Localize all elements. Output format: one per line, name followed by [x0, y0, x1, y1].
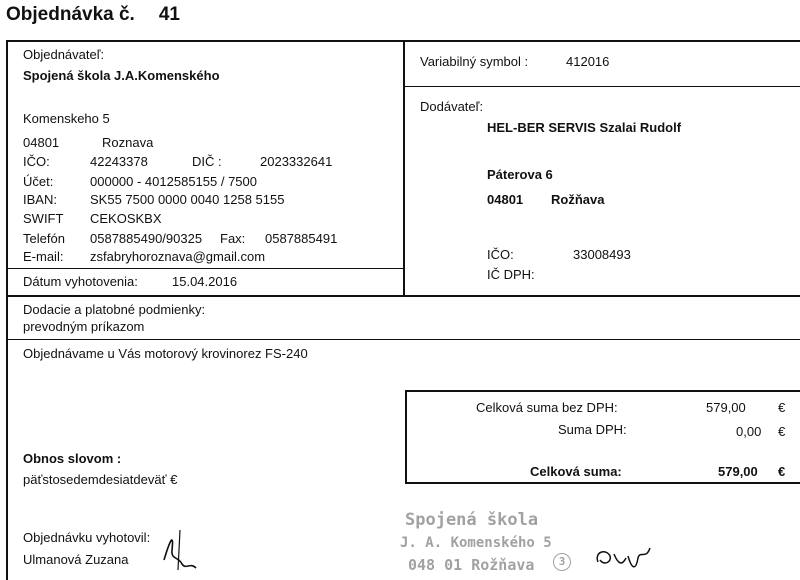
orderer-fax: 0587885491	[265, 231, 338, 246]
in-words-value: päťstosedemdesiatdeväť €	[23, 472, 178, 487]
signature-left	[160, 520, 200, 580]
vat-label: Suma DPH:	[558, 422, 627, 437]
orderer-dic-label: DIČ :	[192, 154, 222, 169]
orderer-name: Spojená škola J.A.Komenského	[23, 68, 220, 83]
orderer-dic: 2023332641	[260, 154, 333, 169]
orderer-account-label: Účet:	[23, 174, 54, 189]
total-without-vat-label: Celková suma bez DPH:	[476, 400, 618, 415]
totals-box-top	[405, 390, 800, 392]
vat-value: 0,00	[736, 424, 762, 439]
orderer-swift: CEKOSKBX	[90, 211, 162, 226]
terms-label: Dodacie a platobné podmienky:	[23, 302, 206, 317]
terms-value: prevodným príkazom	[23, 319, 145, 334]
variable-symbol-value: 412016	[566, 54, 610, 69]
totals-box-bottom	[405, 482, 800, 484]
orderer-phone: 0587885490/90325	[90, 231, 203, 246]
order-title-label: Objednávka č.	[6, 4, 135, 25]
header-bottom	[6, 295, 800, 297]
issue-date-label: Dátum vyhotovenia:	[23, 274, 138, 289]
signature-right	[592, 540, 662, 576]
frame-left	[6, 40, 8, 580]
supplier-ic-dph-label: IČ DPH:	[487, 267, 535, 282]
column-divider	[403, 40, 405, 296]
in-words-label: Obnos slovom :	[23, 451, 122, 466]
stamp-line-1: Spojená škola	[405, 510, 539, 530]
order-number: 41	[158, 4, 180, 25]
orderer-email: zsfabryhoroznava@gmail.com	[90, 249, 266, 264]
supplier-ico: 33008493	[573, 247, 631, 262]
currency-2: €	[778, 424, 786, 439]
total-label: Celková suma:	[530, 464, 622, 479]
stamp-line-2: J. A. Komenského 5	[400, 535, 552, 551]
currency-3: €	[778, 464, 786, 479]
stamp-line-3: 048 01 Rožňava	[408, 556, 535, 574]
variable-symbol-divider	[403, 86, 800, 87]
issue-date-box-top	[8, 268, 403, 269]
supplier-zip: 04801	[487, 192, 524, 207]
orderer-email-label: E-mail:	[23, 249, 64, 264]
stamp-number-text: 3	[558, 555, 566, 568]
orderer-fax-label: Fax:	[220, 231, 246, 246]
total-without-vat: 579,00	[706, 400, 746, 415]
currency-1: €	[778, 400, 786, 415]
issue-date: 15.04.2016	[172, 274, 238, 289]
stamp-number	[553, 553, 571, 571]
page-title	[6, 4, 180, 26]
orderer-swift-label: SWIFT	[23, 211, 64, 226]
order-text: Objednávame u Vás motorový krovinorez FS-240	[23, 346, 308, 361]
supplier-street: Páterova 6	[487, 167, 553, 182]
orderer-ico-label: IČO:	[23, 154, 50, 169]
orderer-phone-label: Telefón	[23, 231, 65, 246]
terms-bottom	[6, 339, 800, 340]
orderer-street: Komenskeho 5	[23, 111, 110, 126]
orderer-ico: 42243378	[90, 154, 148, 169]
supplier-city: Rožňava	[551, 192, 605, 207]
orderer-account: 000000 - 4012585155 / 7500	[90, 174, 257, 189]
issued-by-label: Objednávku vyhotovil:	[23, 530, 151, 545]
orderer-iban-label: IBAN:	[23, 192, 57, 207]
supplier-name: HEL-BER SERVIS Szalai Rudolf	[487, 120, 682, 135]
total-value: 579,00	[718, 464, 758, 479]
orderer-zip: 04801	[23, 135, 60, 150]
issued-by-name: Ulmanová Zuzana	[23, 552, 129, 567]
totals-box-left	[405, 390, 407, 484]
supplier-ico-label: IČO:	[487, 247, 514, 262]
orderer-city: Roznava	[102, 135, 154, 150]
orderer-iban: SK55 7500 0000 0040 1258 5155	[90, 192, 285, 207]
orderer-label: Objednávateľ:	[23, 47, 105, 62]
variable-symbol-label: Variabilný symbol :	[420, 54, 529, 69]
supplier-label: Dodávateľ:	[420, 99, 484, 114]
